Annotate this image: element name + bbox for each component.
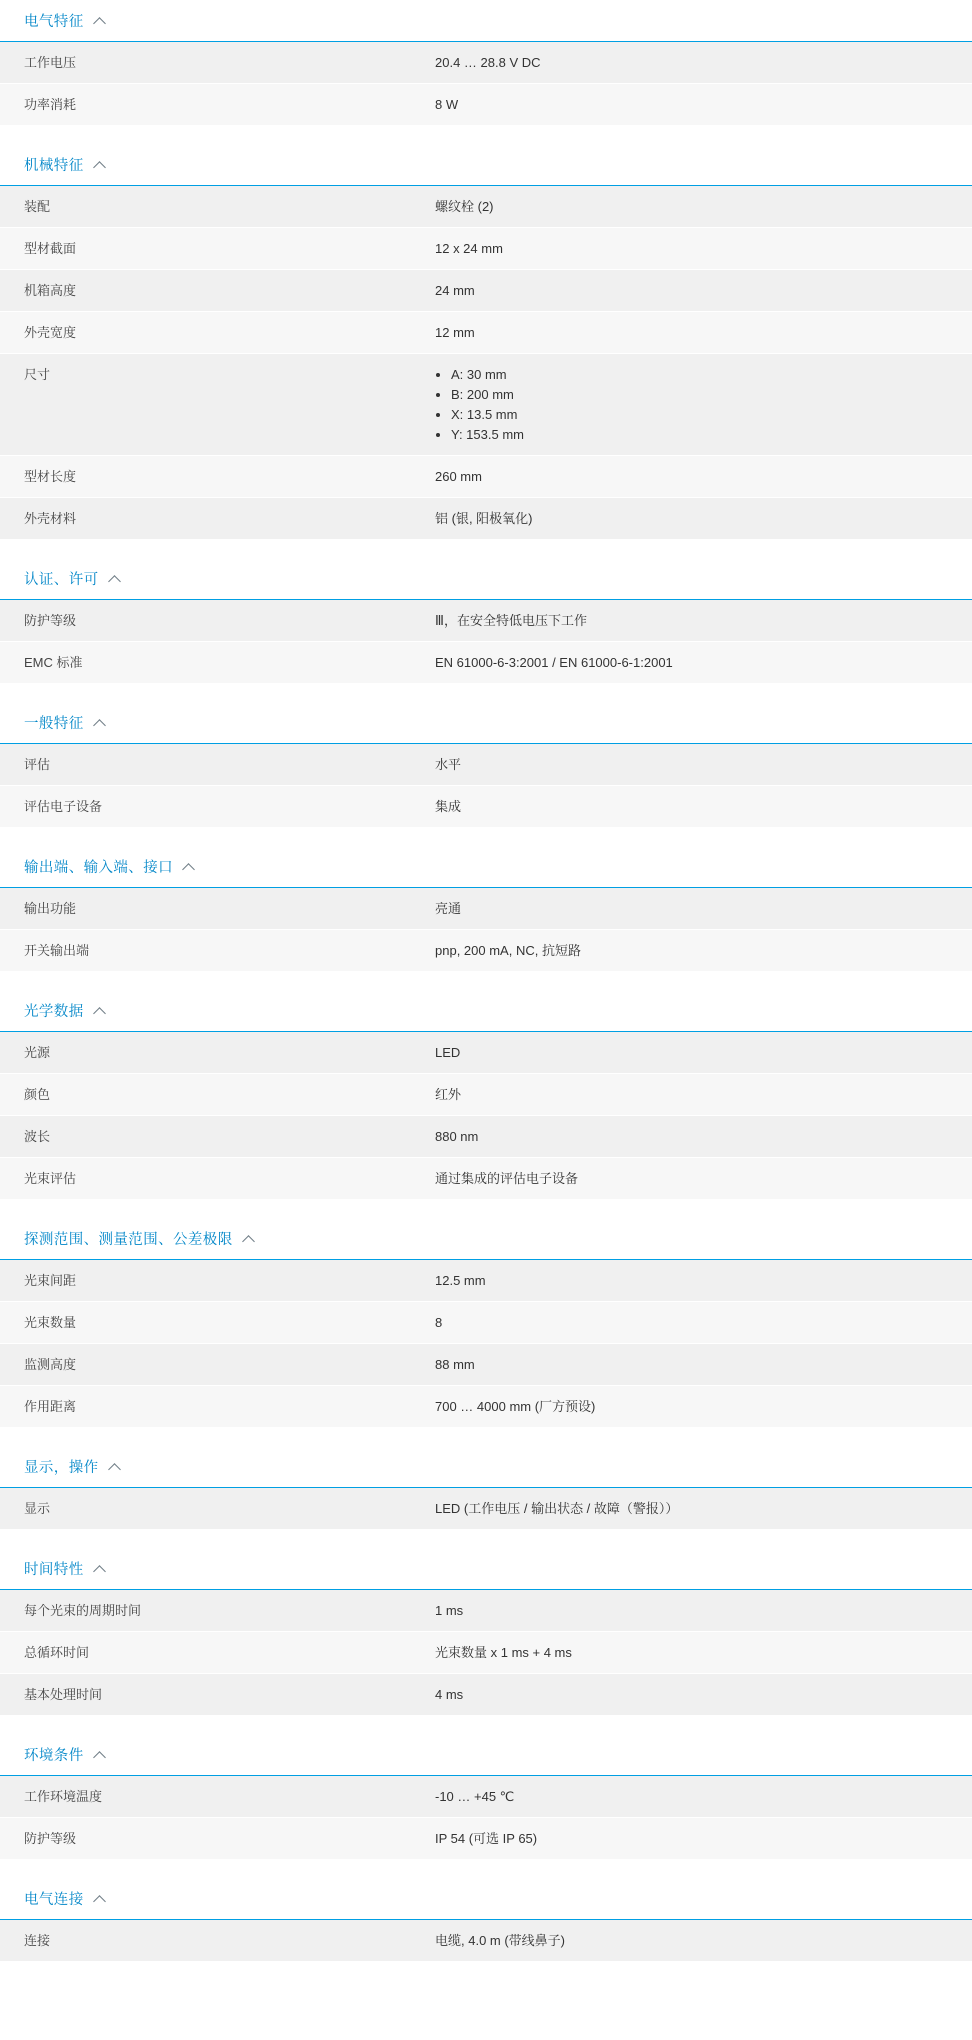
table-row [0, 1920, 972, 1962]
table-row [0, 1386, 972, 1428]
section-title: 机械特征 [24, 158, 84, 174]
spec-value: 集成 [435, 799, 462, 814]
spec-section [0, 1548, 972, 1716]
chevron-up-icon[interactable] [94, 15, 106, 27]
spec-value: LED (工作电压 / 输出状态 / 故障（警报）） [435, 1501, 679, 1516]
table-row [0, 1074, 972, 1116]
spec-value: 铝 (银, 阳极氧化) [435, 511, 533, 526]
spec-value: 1 ms [435, 1603, 464, 1618]
chevron-up-icon[interactable] [94, 717, 106, 729]
spec-label: 基本处理时间 [24, 1687, 103, 1702]
table-row [0, 1158, 972, 1200]
table-row [0, 1818, 972, 1860]
spec-value: 700 … 4000 mm (厂方预设) [435, 1399, 596, 1414]
table-row [0, 744, 972, 786]
table-row [0, 1488, 972, 1530]
spec-label: 输出功能 [24, 901, 77, 916]
section-divider [0, 684, 972, 702]
section-header[interactable] [0, 0, 972, 42]
spec-rows [0, 1776, 972, 1860]
spec-value: 8 W [435, 97, 459, 112]
spec-value: 88 mm [435, 1357, 475, 1372]
table-row [0, 600, 972, 642]
spec-section [0, 1734, 972, 1860]
list-item: • Y: 153.5 mm [451, 426, 948, 443]
spec-section [0, 990, 972, 1200]
spec-section [0, 1446, 972, 1530]
table-row [0, 930, 972, 972]
section-divider [0, 1962, 972, 1980]
spec-value: 4 ms [435, 1687, 464, 1702]
chevron-up-icon[interactable] [94, 1893, 106, 1905]
spec-value [435, 354, 972, 455]
chevron-up-icon[interactable] [183, 861, 195, 873]
spec-value: 880 nm [435, 1129, 479, 1144]
table-row [0, 84, 972, 126]
section-divider [0, 1860, 972, 1878]
chevron-up-icon[interactable] [109, 573, 121, 585]
spec-rows [0, 1590, 972, 1716]
spec-label: 评估电子设备 [24, 799, 103, 814]
table-row [0, 42, 972, 84]
spec-label: 机箱高度 [24, 283, 77, 298]
table-row [0, 888, 972, 930]
section-header[interactable] [0, 702, 972, 744]
spec-value: 12 x 24 mm [435, 241, 503, 256]
table-row [0, 1116, 972, 1158]
spec-section [0, 0, 972, 126]
spec-value: Ⅲ，在安全特低电压下工作 [435, 613, 587, 628]
table-row [0, 312, 972, 354]
table-row [0, 186, 972, 228]
chevron-up-icon[interactable] [94, 1563, 106, 1575]
section-divider [0, 972, 972, 990]
spec-value-list [435, 366, 948, 443]
spec-label: 作用距离 [24, 1399, 77, 1414]
spec-section [0, 1878, 972, 1962]
spec-label: 防护等级 [24, 613, 77, 628]
table-row [0, 228, 972, 270]
table-row [0, 1674, 972, 1716]
section-title: 电气特征 [24, 14, 84, 30]
list-item: • A: 30 mm [451, 366, 948, 383]
spec-value: 亮通 [435, 901, 462, 916]
table-row [0, 1260, 972, 1302]
spec-label: 总循环时间 [24, 1645, 90, 1660]
spec-label: 显示 [24, 1501, 51, 1516]
section-title: 显示，操作 [24, 1460, 99, 1476]
section-divider [0, 1428, 972, 1446]
spec-section [0, 702, 972, 828]
table-row [0, 1776, 972, 1818]
chevron-up-icon[interactable] [94, 159, 106, 171]
spec-rows [0, 600, 972, 684]
spec-label: 监测高度 [24, 1357, 77, 1372]
spec-label: 光束评估 [24, 1171, 77, 1186]
spec-value: 水平 [435, 757, 462, 772]
chevron-up-icon[interactable] [94, 1005, 106, 1017]
spec-label: 波长 [24, 1129, 51, 1144]
table-row [0, 270, 972, 312]
chevron-up-icon[interactable] [243, 1233, 255, 1245]
table-row [0, 1344, 972, 1386]
section-header[interactable] [0, 846, 972, 888]
chevron-up-icon[interactable] [109, 1461, 121, 1473]
spec-value: 12.5 mm [435, 1273, 486, 1288]
section-title: 认证、许可 [24, 572, 99, 588]
table-row [0, 1032, 972, 1074]
section-title: 输出端、输入端、接口 [24, 860, 173, 876]
table-row [0, 456, 972, 498]
section-title: 一般特征 [24, 716, 84, 732]
spec-label: 防护等级 [24, 1831, 77, 1846]
spec-label: 开关输出端 [24, 943, 90, 958]
section-title: 环境条件 [24, 1748, 84, 1764]
spec-value: LED [435, 1045, 461, 1060]
section-header[interactable] [0, 1446, 972, 1488]
spec-label: 功率消耗 [24, 97, 77, 112]
spec-rows [0, 186, 972, 540]
spec-section [0, 846, 972, 972]
section-divider [0, 1530, 972, 1548]
spec-label: 评估 [24, 757, 51, 772]
spec-section [0, 558, 972, 684]
spec-label: 外壳材料 [24, 511, 77, 526]
spec-value: 20.4 … 28.8 V DC [435, 55, 541, 70]
spec-label: 型材截面 [24, 241, 77, 256]
spec-label: 型材长度 [24, 469, 77, 484]
spec-value: 260 mm [435, 469, 482, 484]
spec-value: 红外 [435, 1087, 462, 1102]
table-row [0, 642, 972, 684]
table-row [0, 354, 972, 456]
section-divider [0, 1200, 972, 1218]
section-divider [0, 828, 972, 846]
section-header[interactable] [0, 1734, 972, 1776]
section-header[interactable] [0, 990, 972, 1032]
spec-rows [0, 42, 972, 126]
section-header[interactable] [0, 1218, 972, 1260]
table-row [0, 1302, 972, 1344]
section-divider [0, 1716, 972, 1734]
spec-section [0, 144, 972, 540]
spec-label: 光源 [24, 1045, 51, 1060]
list-item: • X: 13.5 mm [451, 406, 948, 423]
spec-label: EMC 标准 [24, 655, 83, 670]
spec-rows [0, 1260, 972, 1428]
spec-label: 每个光束的周期时间 [24, 1603, 142, 1618]
spec-label: 连接 [24, 1933, 51, 1948]
spec-label: 装配 [24, 199, 51, 214]
spec-rows [0, 1032, 972, 1200]
section-divider [0, 540, 972, 558]
spec-label: 工作电压 [24, 55, 77, 70]
spec-value: 12 mm [435, 325, 475, 340]
table-row [0, 498, 972, 540]
spec-value: EN 61000-6-3:2001 / EN 61000-6-1:2001 [435, 655, 673, 670]
spec-value: 8 [435, 1315, 443, 1330]
table-row [0, 1590, 972, 1632]
spec-value: -10 … +45 ℃ [435, 1789, 515, 1804]
spec-value: 电缆, 4.0 m (带线鼻子) [435, 1933, 566, 1948]
spec-value: 光束数量 x 1 ms + 4 ms [435, 1645, 572, 1660]
spec-label: 颜色 [24, 1087, 51, 1102]
spec-rows [0, 744, 972, 828]
spec-value: 24 mm [435, 283, 475, 298]
table-row [0, 1632, 972, 1674]
spec-label: 光束间距 [24, 1273, 77, 1288]
spec-rows [0, 888, 972, 972]
spec-label: 光束数量 [24, 1315, 77, 1330]
spec-rows [0, 1920, 972, 1962]
spec-value: IP 54 (可选 IP 65) [435, 1831, 538, 1846]
spec-value: pnp, 200 mA, NC, 抗短路 [435, 943, 581, 958]
list-item: • B: 200 mm [451, 386, 948, 403]
table-row [0, 786, 972, 828]
spec-label: 尺寸 [24, 367, 51, 382]
section-header[interactable] [0, 558, 972, 600]
section-title: 探测范围、测量范围、公差极限 [24, 1232, 233, 1248]
spec-value: 通过集成的评估电子设备 [435, 1171, 579, 1186]
spec-value: 螺纹栓 (2) [435, 199, 494, 214]
section-title: 电气连接 [24, 1892, 84, 1908]
section-header[interactable] [0, 1878, 972, 1920]
section-header[interactable] [0, 144, 972, 186]
spec-section [0, 1218, 972, 1428]
section-title: 时间特性 [24, 1562, 84, 1578]
section-header[interactable] [0, 1548, 972, 1590]
spec-label: 外壳宽度 [24, 325, 77, 340]
chevron-up-icon[interactable] [94, 1749, 106, 1761]
section-divider [0, 126, 972, 144]
spec-rows [0, 1488, 972, 1530]
spec-label: 工作环境温度 [24, 1789, 103, 1804]
section-title: 光学数据 [24, 1004, 84, 1020]
